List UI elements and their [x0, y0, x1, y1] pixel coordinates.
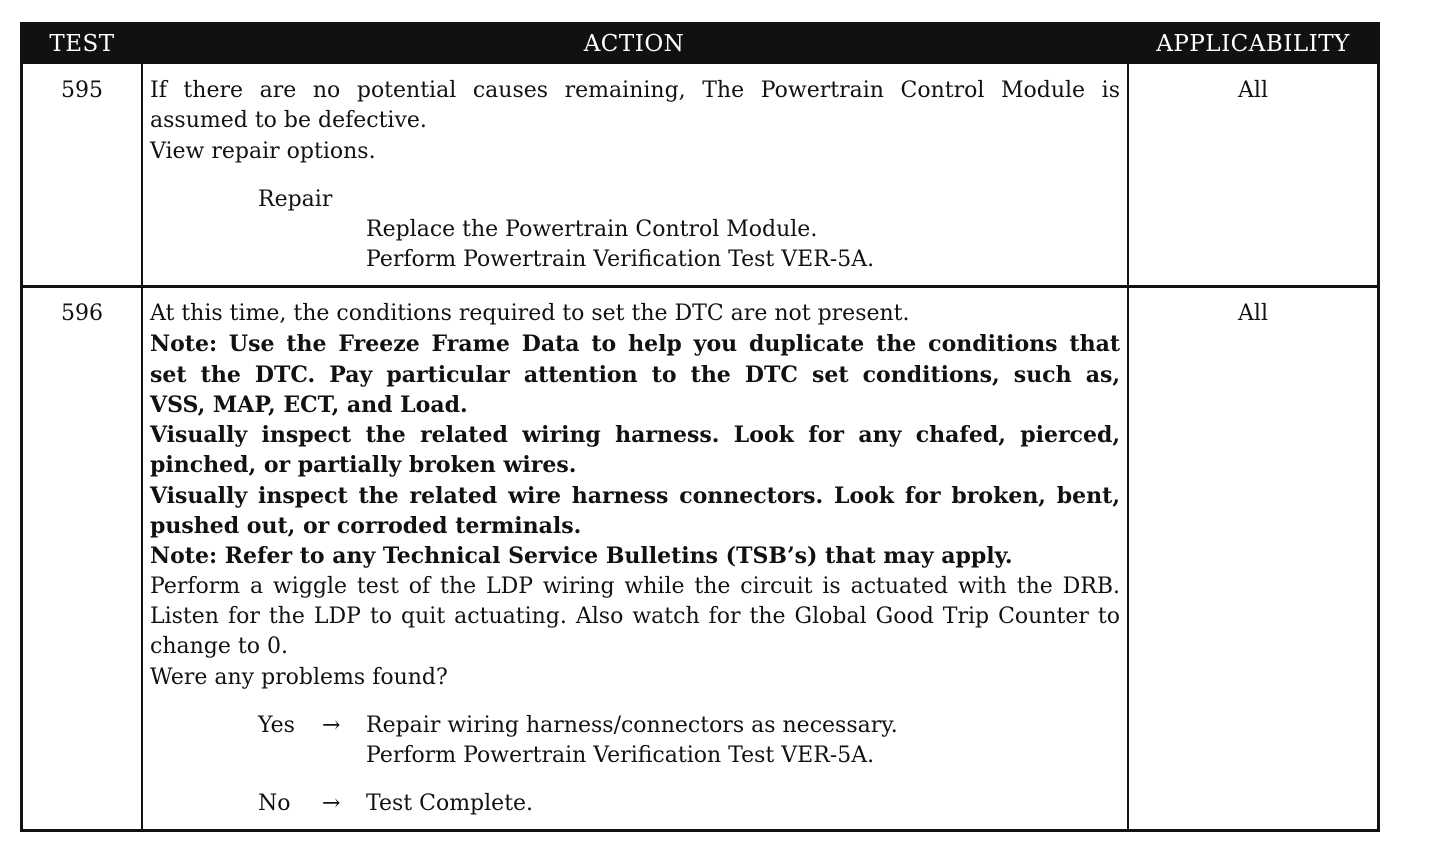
row-595-applicability: All: [1238, 78, 1268, 103]
action-line: assumed to be defective.: [150, 108, 427, 134]
column-divider-test: [141, 64, 143, 829]
repair-step: Replace the Powertrain Control Module.: [366, 217, 818, 243]
row-595-test-number: 595: [61, 78, 103, 103]
action-line: View repair options.: [150, 138, 376, 164]
option-no: [150, 789, 1120, 819]
option-yes: [150, 711, 1120, 772]
option-key: Yes: [258, 712, 295, 738]
inspect-line: pinched, or partially broken wires.: [150, 452, 577, 479]
note-line: VSS, MAP, ECT, and Load.: [150, 391, 468, 418]
header-test: TEST: [49, 31, 115, 57]
note-line: Note: Refer to any Technical Service Bulletins (TSB’s) that may apply.: [150, 543, 1013, 570]
inspect-line: Visually inspect the related wire harness connectors. Look for broken, bent,: [150, 482, 1120, 509]
header-applicability: APPLICABILITY: [1156, 31, 1350, 57]
question-line: Were any problems found?: [150, 664, 448, 690]
inspect-line: Visually inspect the related wiring harness. Look for any chafed, pierced,: [150, 422, 1120, 449]
arrow-icon: →: [322, 712, 341, 738]
option-result: [366, 789, 1120, 819]
arrow-icon: →: [322, 791, 341, 817]
action-line: If there are no potential causes remaining, The Powertrain Control Module is: [150, 78, 1120, 103]
option-result-line: Perform Powertrain Verification Test VER-5A.: [366, 743, 875, 769]
repair-label: Repair: [258, 186, 333, 212]
option-result-line: Repair wiring harness/connectors as necessary.: [366, 712, 898, 738]
table-header: [23, 25, 1377, 64]
repair-step: Perform Powertrain Verification Test VER-5A.: [366, 247, 875, 273]
option-result-line: Test Complete.: [366, 791, 534, 817]
note-line: Note: Use the Freeze Frame Data to help you duplicate the conditions that: [150, 331, 1120, 358]
row-596-action: [150, 299, 1120, 820]
procedure-table: [20, 22, 1380, 832]
action-line: Listen for the LDP to quit actuating. Also watch for the Global Good Trip Counter to: [150, 603, 1120, 629]
header-action: ACTION: [583, 31, 685, 57]
option-result: [366, 711, 1120, 772]
action-line: change to 0.: [150, 634, 288, 660]
row-595-action: [150, 76, 1120, 276]
row-596-test-number: 596: [61, 301, 103, 326]
row-596-applicability: All: [1238, 301, 1268, 326]
column-divider-action: [1127, 64, 1129, 829]
action-line: Perform a wiggle test of the LDP wiring while the circuit is actuated with the DRB.: [150, 573, 1120, 599]
row-separator: [23, 285, 1377, 288]
inspect-line: pushed out, or corroded terminals.: [150, 513, 582, 540]
note-line: set the DTC. Pay particular attention to the DTC set conditions, such as,: [150, 361, 1120, 388]
action-line: At this time, the conditions required to set the DTC are not present.: [150, 301, 910, 326]
option-key: No: [258, 791, 291, 817]
